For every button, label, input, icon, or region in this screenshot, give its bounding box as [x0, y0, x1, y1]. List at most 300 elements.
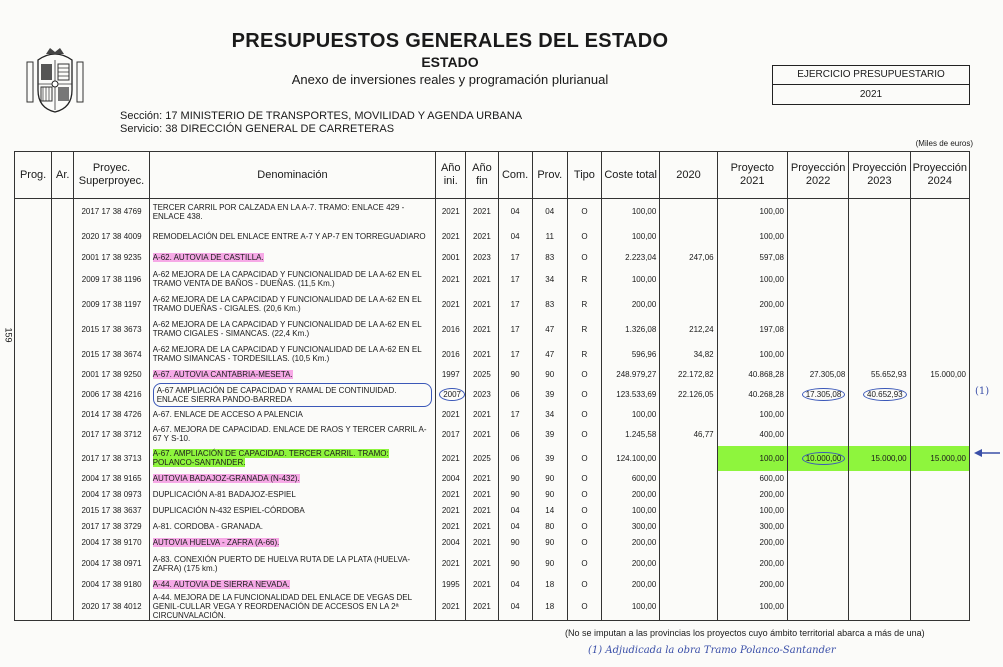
type-value: O — [581, 490, 588, 499]
province-value: 34 — [545, 274, 555, 284]
start-year-cell — [436, 503, 466, 519]
prog-cell — [15, 487, 52, 503]
projection-2022-cell — [787, 249, 848, 267]
community-cell — [498, 407, 532, 423]
type-cell — [567, 535, 601, 551]
total-cost-value: 596,96 — [631, 349, 657, 359]
province-value: 18 — [545, 601, 555, 611]
amount-2020-cell — [660, 367, 717, 383]
projection-2022-cell — [787, 487, 848, 503]
projection-2023-value: 15.000,00 — [871, 453, 907, 463]
projection-2024-value: 15.000,00 — [930, 370, 966, 379]
project-2021-cell — [717, 535, 787, 551]
end-year-value: 2021 — [473, 232, 491, 241]
total-cost-value: 100,00 — [631, 232, 657, 241]
projection-2023-cell — [849, 367, 910, 383]
start-year-cell — [436, 535, 466, 551]
end-year-value: 2025 — [473, 370, 491, 379]
denomination-value: AUTOVIA BADAJOZ-GRANADA (N-432). — [152, 474, 300, 483]
end-year-value: 2021 — [473, 299, 491, 309]
denomination-cell — [149, 383, 436, 407]
projection-2024-cell — [910, 267, 969, 292]
province-cell — [532, 487, 567, 503]
projection-2023-cell — [849, 267, 910, 292]
project-code-cell — [74, 446, 149, 471]
start-year-cell — [436, 551, 466, 577]
total-cost-cell — [602, 487, 660, 503]
project-code-value: 2001 17 38 9235 — [81, 253, 142, 262]
start-year-value: 2017 — [441, 429, 460, 439]
handwritten-note: (1) Adjudicada la obra Tramo Polanco-Santander — [588, 645, 836, 656]
projection-2023-cell — [849, 317, 910, 342]
end-year-cell — [466, 342, 498, 367]
province-cell — [532, 577, 567, 593]
denomination-cell — [149, 487, 436, 503]
end-year-value: 2021 — [473, 474, 491, 483]
exercise-label: EJERCICIO PRESUPUESTARIO — [773, 66, 969, 85]
ar-cell — [52, 225, 74, 249]
project-2021-value: 200,00 — [759, 559, 784, 568]
end-year-cell — [466, 367, 498, 383]
community-value: 17 — [510, 299, 520, 309]
exercise-year: 2021 — [859, 89, 883, 100]
province-cell — [532, 519, 567, 535]
amount-2020-cell — [660, 249, 717, 267]
ar-cell — [52, 446, 74, 471]
community-cell — [498, 446, 532, 471]
community-value: 04 — [510, 522, 520, 531]
type-value: O — [581, 601, 588, 611]
province-value: 39 — [545, 453, 555, 463]
projection-2024-cell — [910, 317, 969, 342]
denomination-value: A-67 AMPLIACIÓN DE CAPACIDAD Y RAMAL DE CONTINUIDAD. ENLACE SIERRA PANDO-BARREDA — [153, 383, 433, 407]
project-2021-cell — [717, 267, 787, 292]
end-year-cell — [466, 317, 498, 342]
end-year-value: 2021 — [473, 559, 491, 568]
projection-2023-cell — [849, 471, 910, 487]
community-value: 90 — [510, 370, 520, 379]
prog-cell — [15, 503, 52, 519]
table-body — [15, 199, 970, 621]
amount-2020-cell — [660, 342, 717, 367]
amount-2020-cell — [660, 487, 717, 503]
community-value: 04 — [510, 232, 520, 241]
prog-cell — [15, 292, 52, 317]
project-2021-value: 100,00 — [759, 506, 784, 515]
type-value: O — [581, 410, 588, 419]
project-code-value: 2014 17 38 4726 — [81, 410, 142, 419]
project-code-value: 2009 17 38 1196 — [81, 274, 142, 284]
community-value: 90 — [510, 559, 520, 568]
type-cell — [567, 423, 601, 446]
total-cost-cell — [602, 267, 660, 292]
type-value: O — [581, 232, 588, 241]
end-year-cell — [466, 383, 498, 407]
projection-2022-cell — [787, 225, 848, 249]
arrow-left-icon — [974, 448, 1000, 458]
total-cost-value: 100,00 — [631, 207, 657, 217]
projection-2024-cell — [910, 383, 969, 407]
project-code-value: 2020 17 38 4009 — [81, 232, 142, 241]
denomination-cell — [149, 342, 436, 367]
province-value: 47 — [545, 324, 555, 334]
project-2021-value: 400,00 — [759, 429, 784, 439]
project-code-value: 2009 17 38 1197 — [81, 299, 142, 309]
start-year-cell — [436, 487, 466, 503]
total-cost-cell — [602, 317, 660, 342]
denomination-cell — [149, 249, 436, 267]
prog-cell — [15, 225, 52, 249]
amount-2020-cell — [660, 199, 717, 225]
total-cost-value: 124.100,00 — [616, 453, 657, 463]
project-code-value: 2017 17 38 3713 — [81, 453, 142, 463]
project-code-value: 2020 17 38 4012 — [81, 601, 142, 611]
prog-cell — [15, 519, 52, 535]
project-2021-value: 200,00 — [759, 580, 784, 589]
project-2021-value: 100,00 — [759, 410, 784, 419]
projection-2024-cell — [910, 471, 969, 487]
total-cost-value: 200,00 — [631, 580, 657, 589]
projection-2024-cell — [910, 342, 969, 367]
amount-2020-cell — [660, 317, 717, 342]
start-year-cell — [436, 367, 466, 383]
amount-2020-value: 46,77 — [693, 429, 714, 439]
community-value: 04 — [510, 580, 520, 589]
table-row — [15, 249, 970, 267]
type-cell — [567, 317, 601, 342]
denomination-cell — [149, 471, 436, 487]
amount-2020-cell — [660, 292, 717, 317]
table-row — [15, 446, 970, 471]
community-cell — [498, 577, 532, 593]
project-code-value: 2015 17 38 3637 — [81, 506, 142, 515]
start-year-cell — [436, 267, 466, 292]
amount-2020-cell — [660, 383, 717, 407]
end-year-cell — [466, 577, 498, 593]
type-cell — [567, 471, 601, 487]
start-year-value: 1995 — [441, 580, 460, 589]
amount-2020-cell — [660, 519, 717, 535]
start-year-value: 2021 — [441, 522, 460, 531]
community-cell — [498, 267, 532, 292]
ar-cell — [52, 383, 74, 407]
projection-2024-cell — [910, 487, 969, 503]
denomination-value: A-67. MEJORA DE CAPACIDAD. ENLACE DE RAOS Y TERCER CARRIL A-67 Y S-10. — [152, 425, 427, 443]
community-cell — [498, 471, 532, 487]
start-year-value: 2021 — [441, 506, 460, 515]
project-2021-value: 100,00 — [759, 349, 784, 359]
project-code-cell — [74, 292, 149, 317]
projection-2023-value: 55.652,93 — [871, 370, 907, 379]
project-code-value: 2006 17 38 4216 — [81, 390, 142, 399]
projection-2023-cell — [849, 249, 910, 267]
province-value: 90 — [545, 490, 555, 499]
projection-2024-cell — [910, 446, 969, 471]
project-2021-value: 197,08 — [759, 324, 784, 334]
province-cell — [532, 593, 567, 621]
units-label: (Miles de euros) — [915, 139, 973, 148]
province-value: 34 — [545, 410, 555, 419]
end-year-cell — [466, 423, 498, 446]
project-2021-cell — [717, 342, 787, 367]
project-2021-value: 100,00 — [759, 274, 784, 284]
projection-2022-cell — [787, 551, 848, 577]
projection-2023-cell — [849, 383, 910, 407]
project-code-cell — [74, 471, 149, 487]
projection-2024-cell — [910, 593, 969, 621]
start-year-cell — [436, 249, 466, 267]
project-2021-cell — [717, 593, 787, 621]
prog-cell — [15, 577, 52, 593]
column-header: Año ini. — [436, 152, 466, 199]
province-cell — [532, 267, 567, 292]
project-2021-cell — [717, 577, 787, 593]
start-year-cell — [436, 342, 466, 367]
projection-2023-cell — [849, 407, 910, 423]
end-year-cell — [466, 446, 498, 471]
prog-cell — [15, 535, 52, 551]
project-2021-value: 597,08 — [759, 253, 784, 262]
province-cell — [532, 225, 567, 249]
projection-2024-cell — [910, 199, 969, 225]
projection-2022-cell — [787, 267, 848, 292]
type-cell — [567, 551, 601, 577]
community-value: 90 — [510, 538, 520, 547]
projection-2023-cell — [849, 519, 910, 535]
community-cell — [498, 383, 532, 407]
amount-2020-cell — [660, 551, 717, 577]
province-cell — [532, 407, 567, 423]
denomination-value: A-62. AUTOVIA DE CASTILLA. — [152, 253, 264, 262]
prog-cell — [15, 249, 52, 267]
project-code-cell — [74, 249, 149, 267]
province-cell — [532, 471, 567, 487]
projection-2023-cell — [849, 342, 910, 367]
page-number: 159 — [3, 327, 14, 343]
community-cell — [498, 249, 532, 267]
project-code-cell — [74, 535, 149, 551]
denomination-cell — [149, 292, 436, 317]
amount-2020-cell — [660, 593, 717, 621]
project-2021-value: 600,00 — [759, 474, 784, 483]
amount-2020-value: 34,82 — [693, 349, 714, 359]
end-year-value: 2021 — [473, 207, 491, 217]
end-year-value: 2021 — [473, 410, 491, 419]
type-value: O — [581, 453, 588, 463]
denomination-value: DUPLICACIÓN A-81 BADAJOZ-ESPIEL — [152, 490, 296, 499]
type-cell — [567, 593, 601, 621]
project-code-value: 2017 17 38 4769 — [81, 207, 142, 217]
projection-2022-cell — [787, 519, 848, 535]
community-value: 17 — [510, 253, 520, 262]
column-header: Coste total — [602, 152, 660, 199]
province-cell — [532, 383, 567, 407]
end-year-value: 2025 — [473, 453, 491, 463]
community-value: 06 — [510, 453, 520, 463]
table-row — [15, 551, 970, 577]
end-year-value: 2021 — [473, 324, 491, 334]
total-cost-cell — [602, 519, 660, 535]
start-year-value: 2004 — [441, 474, 460, 483]
table-row — [15, 342, 970, 367]
end-year-cell — [466, 503, 498, 519]
project-code-cell — [74, 317, 149, 342]
total-cost-value: 600,00 — [631, 474, 657, 483]
column-header: Proyección 2024 — [910, 152, 969, 199]
total-cost-cell — [602, 593, 660, 621]
projection-2022-cell — [787, 471, 848, 487]
community-value: 90 — [510, 474, 520, 483]
amount-2020-value: 212,24 — [689, 324, 714, 334]
community-value: 04 — [510, 601, 520, 611]
projection-2022-cell — [787, 593, 848, 621]
community-cell — [498, 199, 532, 225]
total-cost-value: 2.223,04 — [625, 253, 657, 262]
start-year-cell — [436, 471, 466, 487]
table-row — [15, 487, 970, 503]
type-cell — [567, 577, 601, 593]
province-cell — [532, 292, 567, 317]
project-code-cell — [74, 519, 149, 535]
projection-2024-cell — [910, 535, 969, 551]
prog-cell — [15, 342, 52, 367]
denomination-value: A-62 MEJORA DE LA CAPACIDAD Y FUNCIONALIDAD DE LA A-62 EN EL TRAMO DUEÑAS - CIGALES. (20,6 Km.) — [152, 295, 422, 313]
end-year-value: 2021 — [473, 490, 491, 499]
denomination-cell — [149, 367, 436, 383]
column-header: Proyec. Superproyec. — [74, 152, 149, 199]
start-year-cell — [436, 446, 466, 471]
project-code-cell — [74, 503, 149, 519]
document-title: PRESUPUESTOS GENERALES DEL ESTADO — [231, 30, 669, 52]
table-row — [15, 519, 970, 535]
project-2021-cell — [717, 471, 787, 487]
projection-2023-cell — [849, 199, 910, 225]
start-year-cell — [436, 577, 466, 593]
project-code-cell — [74, 593, 149, 621]
start-year-value: 2021 — [441, 559, 460, 568]
project-2021-value: 200,00 — [759, 538, 784, 547]
denomination-value: A-62 MEJORA DE LA CAPACIDAD Y FUNCIONALIDAD DE LA A-62 EN EL TRAMO CIGALES - SIMANCAS. (22,4 Km.) — [152, 320, 422, 338]
end-year-value: 2021 — [473, 349, 491, 359]
start-year-value: 2021 — [441, 299, 460, 309]
projection-2023-cell — [849, 292, 910, 317]
start-year-cell — [436, 225, 466, 249]
total-cost-value: 200,00 — [631, 538, 657, 547]
column-header: 2020 — [660, 152, 717, 199]
type-value: O — [581, 559, 588, 568]
type-value: O — [581, 474, 588, 483]
table-row — [15, 267, 970, 292]
end-year-value: 2021 — [473, 580, 491, 589]
projection-2022-cell — [787, 367, 848, 383]
amount-2020-cell — [660, 503, 717, 519]
start-year-value: 2021 — [441, 274, 460, 284]
start-year-value: 2004 — [441, 538, 460, 547]
denomination-value: A-81. CORDOBA - GRANADA. — [152, 522, 263, 531]
end-year-cell — [466, 593, 498, 621]
projection-2023-cell — [849, 423, 910, 446]
start-year-value: 2001 — [441, 253, 460, 262]
ar-cell — [52, 367, 74, 383]
province-value: 90 — [545, 559, 555, 568]
type-value: O — [581, 538, 588, 547]
community-cell — [498, 342, 532, 367]
total-cost-value: 300,00 — [631, 522, 657, 531]
type-value: O — [581, 506, 588, 515]
denomination-value: AUTOVIA HUELVA - ZAFRA (A-66). — [152, 538, 280, 547]
start-year-value: 2021 — [441, 207, 460, 217]
province-cell — [532, 367, 567, 383]
total-cost-cell — [602, 292, 660, 317]
column-header: Prog. — [15, 152, 52, 199]
project-code-cell — [74, 367, 149, 383]
end-year-cell — [466, 471, 498, 487]
community-cell — [498, 367, 532, 383]
total-cost-cell — [602, 407, 660, 423]
community-value: 04 — [510, 506, 520, 515]
start-year-value: 2016 — [441, 324, 460, 334]
projection-2022-value: 27.305,08 — [809, 370, 846, 379]
denomination-cell — [149, 267, 436, 292]
community-value: 17 — [510, 324, 520, 334]
ar-cell — [52, 471, 74, 487]
table-row — [15, 423, 970, 446]
project-code-cell — [74, 199, 149, 225]
amount-2020-cell — [660, 423, 717, 446]
projection-2023-value: 40.652,93 — [863, 388, 907, 401]
province-value: 83 — [545, 253, 555, 262]
project-2021-value: 40.268,28 — [748, 390, 784, 399]
community-cell — [498, 292, 532, 317]
table-row — [15, 503, 970, 519]
project-2021-cell — [717, 503, 787, 519]
type-value: O — [581, 253, 588, 262]
community-value: 90 — [510, 490, 520, 499]
denomination-cell — [149, 317, 436, 342]
projection-2023-cell — [849, 503, 910, 519]
footnote: (No se imputan a las provincias los proyectos cuyo ámbito territorial abarca a más de una) — [565, 628, 925, 638]
project-code-cell — [74, 577, 149, 593]
project-code-value: 2004 17 38 0973 — [81, 490, 142, 499]
denomination-cell — [149, 593, 436, 621]
denomination-cell — [149, 519, 436, 535]
end-year-cell — [466, 535, 498, 551]
amount-2020-value: 22.126,05 — [678, 390, 714, 399]
province-value: 90 — [545, 370, 555, 379]
ar-cell — [52, 249, 74, 267]
end-year-cell — [466, 407, 498, 423]
province-value: 18 — [545, 580, 555, 589]
table-row — [15, 317, 970, 342]
community-value: 06 — [510, 429, 520, 439]
projection-2024-cell — [910, 249, 969, 267]
end-year-cell — [466, 199, 498, 225]
start-year-cell — [436, 519, 466, 535]
denomination-value: A-62 MEJORA DE LA CAPACIDAD Y FUNCIONALIDAD DE LA A-62 EN EL TRAMO VENTA DE BAÑOS - DUEÑAS. (11,5 Km.) — [152, 270, 422, 288]
projection-2023-cell — [849, 225, 910, 249]
project-code-cell — [74, 423, 149, 446]
table-row — [15, 225, 970, 249]
column-header: Año fin — [466, 152, 498, 199]
column-header: Prov. — [532, 152, 567, 199]
projection-2024-cell — [910, 292, 969, 317]
province-cell — [532, 342, 567, 367]
project-code-cell — [74, 267, 149, 292]
denomination-value: A-67. AUTOVIA CANTABRIA-MESETA. — [152, 370, 293, 379]
ar-cell — [52, 593, 74, 621]
column-header: Denominación — [149, 152, 436, 199]
table-row — [15, 577, 970, 593]
